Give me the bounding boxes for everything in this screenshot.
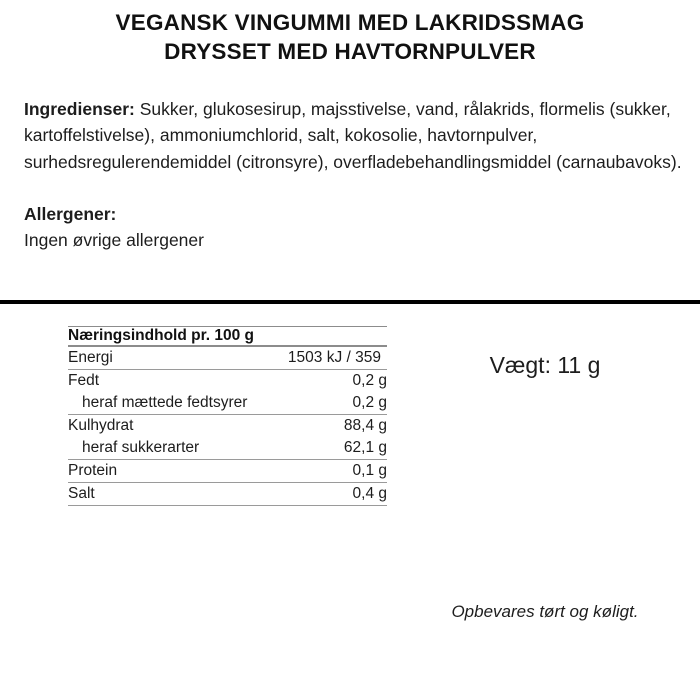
- storage-note: Opbevares tørt og køligt.: [451, 602, 639, 621]
- table-row: [68, 460, 387, 482]
- table-row-kulhydrat: [68, 415, 387, 437]
- ingredients-text: Sukker, glukosesirup, majsstivelse, vand, rålakrids, flormelis (sukker, kartoffelstivelse), ammoniumchlorid, salt, kokosolie, havtornpulver, surhedsregulerendemiddel (citronsyre), overfladebehandlingsmiddel (carnaubavoks).: [24, 98, 682, 172]
- table-row-protein: [68, 460, 387, 482]
- row-label: Protein: [68, 461, 118, 479]
- nutrition-header-row: [68, 327, 387, 345]
- row-value: 88,4 g: [343, 416, 387, 434]
- allergens-section: [24, 201, 685, 253]
- row-label: Salt: [68, 484, 95, 502]
- row-label: Fedt: [68, 371, 100, 389]
- row-value: 0,2 g: [352, 371, 387, 389]
- table-row: [68, 483, 387, 505]
- row-value: 0,1 g: [352, 461, 387, 479]
- table-row: [68, 415, 387, 459]
- table-row-fedt: [68, 370, 387, 392]
- nutrition-table: [68, 326, 387, 506]
- table-row-sukkerarter: [68, 437, 387, 459]
- row-value: 62,1 g: [343, 438, 387, 456]
- label-body: [0, 66, 700, 253]
- row-label: Kulhydrat: [68, 416, 134, 434]
- title-line-1: VEGANSK VINGUMMI MED LAKRIDSSMAG: [115, 10, 585, 35]
- table-row-salt: [68, 483, 387, 505]
- rule-bottom: [68, 505, 387, 506]
- row-value: 1503 kJ / 359: [287, 348, 381, 366]
- row-label: heraf sukkerarter: [82, 438, 200, 456]
- table-rule-row: [68, 505, 387, 506]
- title-line-2: DRYSSET MED HAVTORNPULVER: [164, 39, 536, 64]
- table-row: [68, 370, 387, 414]
- row-label: Energi: [68, 348, 113, 366]
- allergens-heading: Allergener:: [24, 204, 117, 224]
- nutrition-group-salt: [68, 483, 387, 505]
- nutrition-group-carbs: [68, 415, 387, 459]
- nutrition-group-protein: [68, 460, 387, 482]
- allergens-text: Ingen øvrige allergener: [24, 230, 204, 250]
- row-value: 0,4 g: [352, 484, 387, 502]
- ingredients-paragraph: [24, 96, 685, 176]
- weight-note: Vægt: 11 g: [489, 352, 601, 378]
- nutrition-group-energy: [68, 347, 387, 369]
- nutrition-group-fat: [68, 370, 387, 414]
- ingredients-heading: Ingredienser:: [24, 98, 135, 119]
- table-row: [68, 347, 387, 369]
- row-value: 0,2 g: [352, 393, 387, 411]
- page-title: [0, 0, 700, 66]
- lower-section: [0, 304, 700, 700]
- nutrition-header: Næringsindhold pr. 100 g: [68, 327, 255, 345]
- table-row-mattede-fedtsyrer: [68, 392, 387, 414]
- table-row-energi: [68, 347, 387, 369]
- row-label: heraf mættede fedtsyrer: [82, 393, 248, 411]
